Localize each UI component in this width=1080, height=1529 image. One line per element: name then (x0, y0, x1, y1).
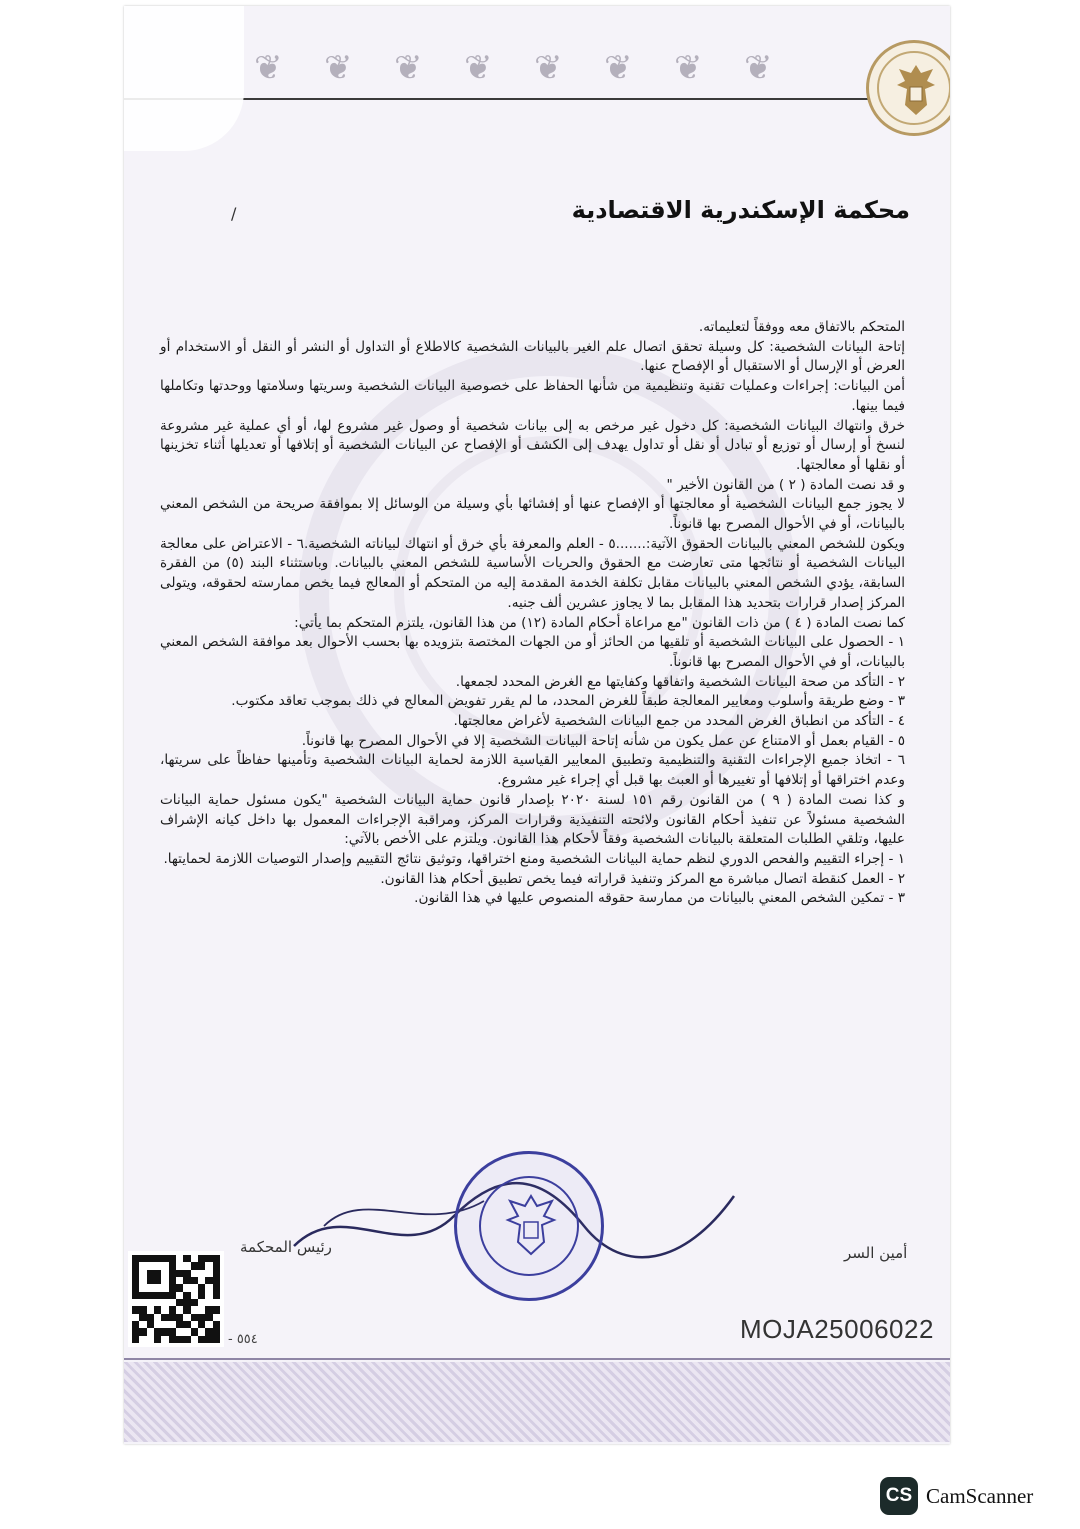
body-paragraph: ٢ - التأكد من صحة البيانات الشخصية واتفاقها وكفايتها مع الغرض المحدد لجمعها. (455, 673, 905, 690)
qr-module (198, 1284, 205, 1291)
qr-module (191, 1314, 198, 1321)
qr-module (154, 1255, 161, 1262)
qr-module (176, 1306, 183, 1313)
qr-module (213, 1306, 220, 1313)
ministry-seal-icon (866, 40, 950, 136)
qr-module (161, 1262, 168, 1269)
qr-module (132, 1306, 139, 1313)
qr-module (183, 1328, 190, 1335)
ornament-icon: ❦ (254, 48, 283, 88)
body-paragraph: المتحكم بالاتفاق معه ووفقاً لتعليماته. (698, 319, 905, 335)
qr-module (183, 1306, 190, 1313)
qr-module (161, 1299, 168, 1306)
camscanner-watermark (880, 1475, 1033, 1517)
footer-divider (124, 1358, 950, 1360)
qr-module (176, 1321, 183, 1328)
qr-module (191, 1262, 198, 1269)
qr-module (139, 1255, 146, 1262)
qr-module (198, 1292, 205, 1299)
qr-module (169, 1328, 176, 1335)
qr-module (176, 1314, 183, 1321)
qr-module (205, 1255, 212, 1262)
qr-module (183, 1284, 190, 1291)
qr-module (132, 1328, 139, 1335)
qr-module (147, 1255, 154, 1262)
qr-module (169, 1262, 176, 1269)
body-paragraph: ويكون للشخص المعني بالبيانات الحقوق الآتية:.......٥ - العلم والمعرفة بأي خرق أو انتهاك لبياناته الشخصية.٦ - الاعتراض على معالجة البيانات الشخصية أو نتائجها متى تعارضت مع الحقوق والحريات الأساسية للشخص المعني بالبيانات. وباستثناء البند (٥) من الفقرة السابقة، يؤدي الشخص المعني بالبيانات مقابل تكلفة الخدمة المقدمة إليه من المتحكم أو المعالج فيما يخص ممارسته لحقوقه، ويتولى المركز إصدار قرارات بتحديد هذا المقابل بما لا يجاوز عشرين ألف جنيه. (160, 535, 905, 611)
qr-module (213, 1336, 220, 1343)
qr-module (191, 1328, 198, 1335)
qr-module (154, 1277, 161, 1284)
qr-module (183, 1314, 190, 1321)
qr-module (183, 1262, 190, 1269)
page-reference: - ٥٥٤ (228, 1332, 258, 1347)
qr-module (147, 1292, 154, 1299)
qr-module (169, 1314, 176, 1321)
ornament-icon: ❦ (324, 48, 353, 88)
qr-module (169, 1277, 176, 1284)
qr-module (183, 1336, 190, 1343)
document-body (160, 318, 905, 909)
body-paragraph: و كذا نصت المادة ( ٩ ) من القانون رقم ١٥١ لسنة ٢٠٢٠ بإصدار قانون حماية البيانات الشخصية "يكون مسئول حماية البيانات الشخصية مسئولاً عن تنفيذ أحكام القانون ولائحته التنفيذية وقرارات المركز، ومراقبة الإجراءات المعمول بها داخل كيانه الإشراف عليها، وتلقي الطلبات المتعلقة بالبيانات الشخصية وفقاً لأحكام هذا القانون. ويلتزم على الأخص بالآتي: (160, 791, 905, 848)
qr-module (161, 1328, 168, 1335)
qr-module (191, 1306, 198, 1313)
qr-module (205, 1262, 212, 1269)
qr-module (139, 1328, 146, 1335)
body-paragraph: ٥ - القيام بعمل أو الامتناع عن عمل يكون من شأنه إتاحة البيانات الشخصية إلا في الأحوال المصرح بها قانوناً. (301, 732, 905, 749)
qr-module (191, 1299, 198, 1306)
scan-glare (124, 6, 244, 151)
qr-module (154, 1292, 161, 1299)
qr-module (176, 1292, 183, 1299)
qr-module (147, 1336, 154, 1343)
qr-module (147, 1328, 154, 1335)
eagle-icon (891, 61, 941, 119)
qr-module (198, 1321, 205, 1328)
qr-module (154, 1299, 161, 1306)
qr-module (198, 1262, 205, 1269)
qr-module (213, 1262, 220, 1269)
body-paragraph: إتاحة البيانات الشخصية: كل وسيلة تحقق اتصال علم الغير بالبيانات الشخصية كالاطلاع أو التداول أو النشر أو النقل أو الاستخدام أو العرض أو الإرسال أو الاستقبال أو الإفصاح عنها. (160, 338, 905, 375)
qr-module (191, 1277, 198, 1284)
qr-module (132, 1314, 139, 1321)
qr-module (191, 1321, 198, 1328)
qr-module (147, 1314, 154, 1321)
qr-module (154, 1328, 161, 1335)
qr-module (147, 1277, 154, 1284)
qr-module (154, 1314, 161, 1321)
qr-module (169, 1292, 176, 1299)
qr-module (161, 1255, 168, 1262)
ornament-icon: ❦ (604, 48, 633, 88)
qr-module (213, 1270, 220, 1277)
qr-module (213, 1328, 220, 1335)
body-paragraph: خرق وانتهاك البيانات الشخصية: كل دخول غير مرخص به إلى بيانات شخصية أو وصول غير مشروع لها، أو أي عملية غير مشروعة لنسخ أو إرسال أو توزيع أو تبادل أو نقل أو تداول يهدف إلى الكشف أو الإفصاح عن البيانات الشخصية أو إتلافها أو تعديلها أثناء تخزينها أو نقلها أو معالجتها. (160, 417, 905, 473)
qr-module (191, 1336, 198, 1343)
qr-module (213, 1255, 220, 1262)
qr-module (198, 1270, 205, 1277)
qr-module (176, 1255, 183, 1262)
qr-module (176, 1270, 183, 1277)
qr-module (176, 1299, 183, 1306)
court-secretary-label: أمين السر (844, 1244, 908, 1262)
body-paragraph: ٣ - تمكين الشخص المعني بالبيانات من ممارسة حقوقه المنصوص عليها في هذا القانون. (414, 890, 905, 907)
qr-module (198, 1336, 205, 1343)
scanned-page (124, 6, 950, 1444)
qr-module (139, 1336, 146, 1343)
qr-module (154, 1336, 161, 1343)
qr-module (169, 1336, 176, 1343)
qr-module (213, 1314, 220, 1321)
qr-module (198, 1255, 205, 1262)
ornament-icon: ❦ (464, 48, 493, 88)
qr-module (205, 1270, 212, 1277)
qr-module (213, 1299, 220, 1306)
qr-module (205, 1292, 212, 1299)
qr-module (161, 1284, 168, 1291)
qr-module (183, 1299, 190, 1306)
qr-module (139, 1299, 146, 1306)
court-seal-icon (454, 1151, 604, 1301)
body-paragraph: أمن البيانات: إجراءات وعمليات تقنية وتنظيمية من شأنها الحفاظ على خصوصية البيانات الشخصية وسريتها وسلامتها ووحدتها وتكاملها فيما بينها. (160, 378, 905, 414)
qr-module (169, 1284, 176, 1291)
qr-module (147, 1270, 154, 1277)
qr-module (169, 1255, 176, 1262)
qr-module (191, 1292, 198, 1299)
qr-module (132, 1270, 139, 1277)
qr-module (154, 1306, 161, 1313)
qr-module (161, 1277, 168, 1284)
qr-module (147, 1299, 154, 1306)
qr-module (198, 1306, 205, 1313)
qr-module (139, 1306, 146, 1313)
qr-module (205, 1321, 212, 1328)
qr-module (154, 1270, 161, 1277)
page-mark: / (231, 204, 237, 223)
qr-module (183, 1292, 190, 1299)
qr-module (183, 1321, 190, 1328)
ornament-icon: ❦ (744, 48, 773, 88)
qr-module (139, 1270, 146, 1277)
qr-module (176, 1284, 183, 1291)
qr-module (132, 1292, 139, 1299)
qr-module (132, 1255, 139, 1262)
body-paragraph: ٢ - العمل كنقطة اتصال مباشرة مع المركز وتنفيذ قراراته فيما يخص تطبيق أحكام هذا القانون. (380, 870, 905, 887)
qr-module (147, 1321, 154, 1328)
qr-module (205, 1277, 212, 1284)
ornament-icon: ❦ (534, 48, 563, 88)
qr-module (205, 1336, 212, 1343)
qr-module (183, 1270, 190, 1277)
eagle-icon (502, 1192, 560, 1258)
qr-module (205, 1328, 212, 1335)
qr-module (191, 1284, 198, 1291)
body-paragraph: ١ - إجراء التقييم والفحص الدوري لنظم حماية البيانات الشخصية ومنع اختراقها، وتوثيق نتائج التقييم وإصدار التوصيات اللازمة لحمايتها. (163, 850, 905, 867)
qr-module (132, 1336, 139, 1343)
qr-module (191, 1255, 198, 1262)
qr-module (213, 1277, 220, 1284)
header-ornament-band (124, 34, 950, 114)
body-paragraph: كما نصت المادة ( ٤ ) من ذات القانون "مع مراعاة أحكام المادة (١٢) من هذا القانون، يلتزم المتحكم بما يأتي: (294, 614, 905, 631)
qr-module (213, 1292, 220, 1299)
qr-module (176, 1277, 183, 1284)
camscanner-logo-icon: CS (880, 1477, 918, 1515)
qr-module (205, 1314, 212, 1321)
document-code: MOJA25006022 (740, 1314, 934, 1344)
qr-module (183, 1255, 190, 1262)
qr-module (198, 1328, 205, 1335)
qr-module (161, 1292, 168, 1299)
qr-module (169, 1270, 176, 1277)
qr-module (154, 1262, 161, 1269)
qr-module (198, 1299, 205, 1306)
qr-module (205, 1299, 212, 1306)
qr-module (132, 1262, 139, 1269)
body-paragraph: و قد نصت المادة ( ٢ ) من القانون الأخير " (666, 476, 905, 493)
qr-module (198, 1277, 205, 1284)
court-president-label: رئيس المحكمة (240, 1238, 332, 1256)
qr-module (139, 1262, 146, 1269)
qr-module (213, 1321, 220, 1328)
body-paragraph: ٦ - اتخاذ جميع الإجراءات التقنية والتنظيمية وتطبيق المعايير القياسية اللازمة لحماية البيانات الشخصية وتأمينها حفاظاً على سريتها، وعدم اختراقها أو إتلافها أو تغييرها أو العبث بها قبل أي إجراء غير مشروع. (160, 752, 905, 789)
qr-module (147, 1306, 154, 1313)
body-paragraph: ١ - الحصول على البيانات الشخصية أو تلقيها من الحائز أو من الجهات المختصة بتزويده بها بحسب الأحوال بعد موافقة الشخص المعني بالبيانات، أو في الأحوال المصرح بها قانوناً. (160, 634, 905, 670)
qr-module (161, 1270, 168, 1277)
ornament-icon: ❦ (674, 48, 703, 88)
qr-module (176, 1336, 183, 1343)
court-name-heading: محكمة الإسكندرية الاقتصادية (571, 196, 910, 224)
qr-module (176, 1328, 183, 1335)
qr-module (147, 1262, 154, 1269)
qr-module (154, 1321, 161, 1328)
qr-module (139, 1321, 146, 1328)
qr-module (205, 1284, 212, 1291)
qr-module (169, 1321, 176, 1328)
qr-module (139, 1277, 146, 1284)
qr-module (161, 1314, 168, 1321)
body-paragraph: ٤ - التأكد من انطباق الغرض المحدد من جمع البيانات الشخصية لأغراض معالجتها. (453, 713, 905, 730)
footer-security-pattern (124, 1362, 950, 1442)
qr-code-icon (128, 1251, 224, 1347)
qr-module (176, 1262, 183, 1269)
body-paragraph: ٣ - وضع طريقة وأسلوب ومعايير المعالجة طبقاً للغرض المحدد، ما لم يقرر تفويض المعالج في ذلك بموجب تعاقد مكتوب. (231, 693, 905, 710)
qr-module (169, 1306, 176, 1313)
qr-module (161, 1336, 168, 1343)
qr-module (161, 1321, 168, 1328)
qr-module (183, 1277, 190, 1284)
camscanner-name: CamScanner (926, 1483, 1034, 1508)
qr-module (132, 1299, 139, 1306)
ornament-icon: ❦ (394, 48, 423, 88)
qr-module (191, 1270, 198, 1277)
qr-module (154, 1284, 161, 1291)
qr-module (139, 1314, 146, 1321)
qr-module (205, 1306, 212, 1313)
qr-module (139, 1292, 146, 1299)
qr-module (213, 1284, 220, 1291)
qr-module (147, 1284, 154, 1291)
body-paragraph: لا يجوز جمع البيانات الشخصية أو معالجتها أو الإفصاح عنها أو إفشائها بأي وسيلة من الوسائل إلا بموافقة صريحة من الشخص المعني بالبيانات، أو في الأحوال المصرح بها قانوناً. (160, 496, 905, 533)
qr-module (169, 1299, 176, 1306)
qr-module (132, 1284, 139, 1291)
qr-module (132, 1277, 139, 1284)
qr-module (132, 1321, 139, 1328)
qr-module (161, 1306, 168, 1313)
qr-module (139, 1284, 146, 1291)
qr-module (198, 1314, 205, 1321)
